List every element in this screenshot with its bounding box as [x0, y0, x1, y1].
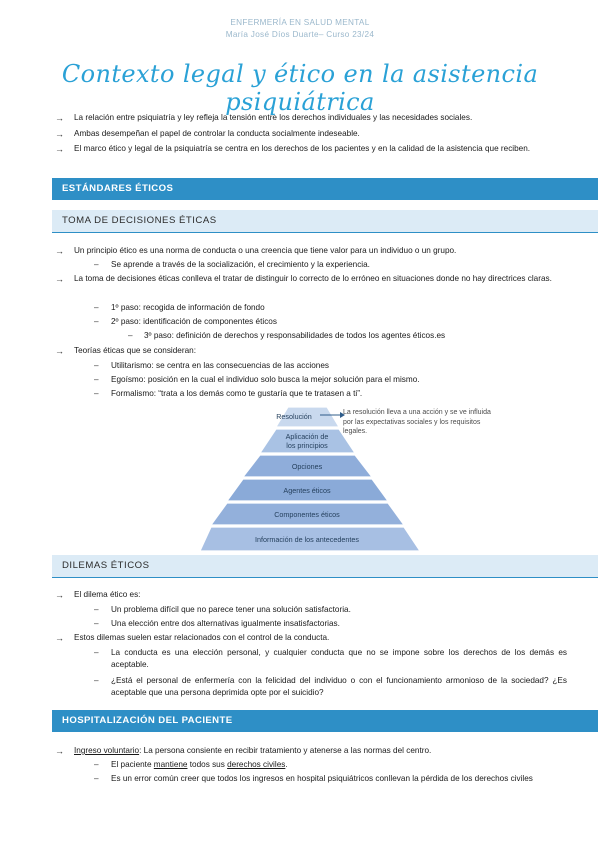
arrow-icon: → [55, 144, 64, 154]
list-item: La toma de decisiones éticas conlleva el tratar de distinguir lo correcto de lo erróneo en situaciones donde no hay directrices claras. [74, 274, 552, 283]
pyramid-label-4: Agentes éticos [283, 486, 331, 495]
dash-icon: – [94, 676, 99, 685]
dash-icon: – [94, 774, 99, 783]
divider [52, 577, 598, 578]
term-definition: : La persona consiente en recibir tratamiento y atenerse a las normas del centro. [139, 746, 432, 755]
step-item: 1º paso: recogida de información de fondo [111, 303, 265, 312]
list-subitem: Una elección entre dos alternativas igualmente insatisfactorias. [111, 619, 340, 628]
dash-icon: – [94, 389, 99, 398]
divider [52, 232, 598, 233]
theory-item: Utilitarismo: se centra en las consecuencias de las acciones [111, 361, 329, 370]
dash-icon: – [94, 760, 99, 769]
list-item: Estos dilemas suelen estar relacionados con el control de la conducta. [74, 633, 330, 642]
course-header: ENFERMERÍA EN SALUD MENTAL [230, 18, 370, 27]
arrow-icon: → [55, 746, 64, 756]
sub-text: . [285, 760, 288, 769]
dash-icon: – [94, 260, 99, 269]
arrow-icon: → [55, 129, 64, 139]
section-hospitalizacion: HOSPITALIZACIÓN DEL PACIENTE [52, 710, 598, 732]
dash-icon: – [94, 619, 99, 628]
term-ingreso-voluntario: Ingreso voluntario [74, 746, 140, 755]
arrow-icon: → [55, 633, 64, 643]
sub-text-underlined: derechos civiles [227, 760, 286, 769]
arrow-icon: → [55, 246, 64, 256]
arrow-icon: → [55, 113, 64, 123]
page-title: Contexto legal y ético en la asistencia psiquiátrica [61, 60, 539, 116]
dash-icon: – [94, 317, 99, 326]
dash-icon: – [94, 605, 99, 614]
dash-icon: – [128, 331, 133, 340]
dash-icon: – [94, 375, 99, 384]
list-subitem: Un problema difícil que no parece tener una solución satisfactoria. [111, 605, 351, 614]
list-item: El dilema ético es: [74, 590, 141, 599]
list-item: Un principio ético es una norma de conducta o una creencia que tiene valor para un individuo o un grupo. [74, 246, 457, 255]
list-subitem: La conducta es una elección personal, y cualquier conducta que no se impone sobre los derechos de los demás es aceptable. [111, 648, 567, 669]
list-subitem: ¿Está el personal de enfermería con la felicidad del individuo o con el funcionamiento armonioso de la sociedad? ¿Es aceptable que una persona deprimida opte por el suicidio? [111, 676, 567, 697]
dash-icon: – [94, 361, 99, 370]
arrow-icon: → [55, 590, 64, 600]
pyramid-label-5: Componentes éticos [274, 510, 340, 519]
dash-icon: – [94, 648, 99, 657]
pyramid-label-6: Información de los antecedentes [255, 535, 359, 544]
theory-item: Formalismo: “trata a los demás como te gustaría que te tratasen a ti”. [111, 389, 363, 398]
pyramid-label-1: Resolución [276, 412, 312, 421]
list-subitem [111, 759, 288, 771]
arrow-icon: → [55, 274, 64, 284]
list-subitem: Se aprende a través de la socialización, el crecimiento y la experiencia. [111, 260, 370, 269]
theory-item: Egoísmo: posición en la cual el individuo solo busca la mejor solución para el mismo. [111, 375, 420, 384]
pyramid-label-2b: los principios [286, 441, 328, 450]
subsection-toma: TOMA DE DECISIONES ÉTICAS [52, 210, 598, 232]
arrow-icon: → [55, 346, 64, 356]
list-item: Teorías éticas que se consideran: [74, 346, 196, 355]
list-item [74, 745, 431, 757]
dash-icon: – [94, 303, 99, 312]
sub-text: todos sus [187, 760, 228, 769]
intro-item: El marco ético y legal de la psiquiatría se centra en los derechos de los pacientes y en la calidad de la asistencia que reciben. [74, 144, 531, 153]
subsection-dilemas: DILEMAS ÉTICOS [52, 555, 598, 577]
pyramid-note: La resolución lleva a una acción y se ve influida por las expectativas sociales y los requisitos legales. [343, 409, 491, 435]
list-subitem: Es un error común creer que todos los ingresos en hospital psiquiátricos conllevan la pérdida de los derechos civiles [111, 774, 533, 783]
step-item: 2º paso: identificación de componentes éticos [111, 317, 277, 326]
intro-item: La relación entre psiquiatría y ley refleja la tensión entre los derechos individuales y las necesidades sociales. [74, 113, 473, 122]
section-estandares: ESTÁNDARES ÉTICOS [52, 178, 598, 200]
sub-text-underlined: mantiene [153, 760, 188, 769]
author-line: María José Díos Duarte– Curso 23/24 [225, 30, 375, 39]
intro-item: Ambas desempeñan el papel de controlar la conducta socialmente indeseable. [74, 129, 360, 138]
sub-text: El paciente [111, 760, 154, 769]
pyramid-label-2a: Aplicación de [285, 432, 329, 441]
step-item: 3º paso: definición de derechos y responsabilidades de todos los agentes éticos.es [144, 331, 446, 340]
pyramid-label-3: Opciones [291, 462, 323, 471]
